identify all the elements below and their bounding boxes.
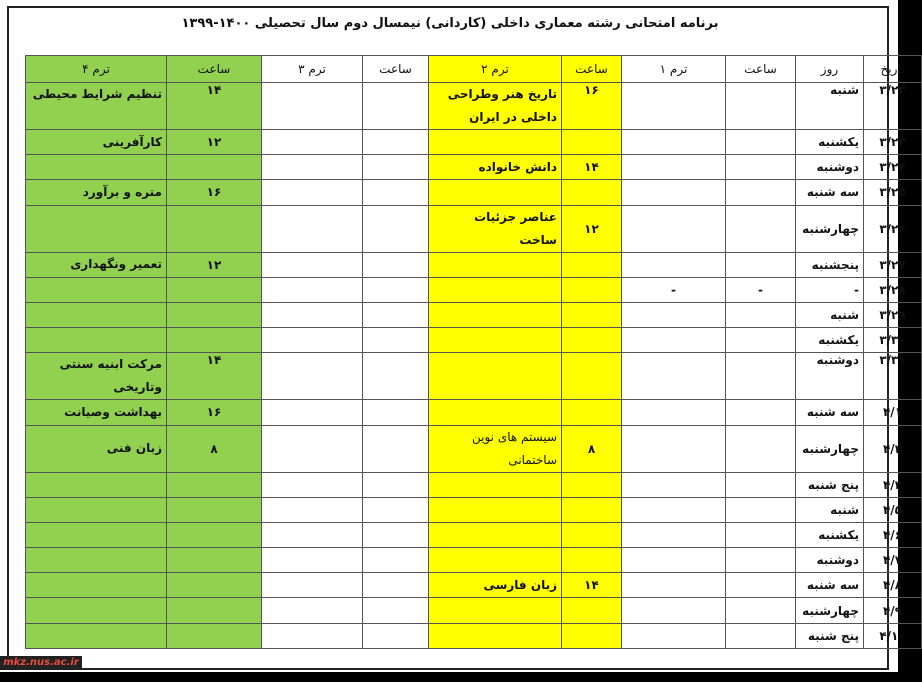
cell-term4 <box>26 623 167 648</box>
cell-hour-term4 <box>167 548 262 573</box>
cell-term1 <box>622 302 726 327</box>
cell-hour-term2 <box>562 180 622 205</box>
cell-term2 <box>429 472 562 497</box>
cell-day: یکشنبه <box>796 522 864 547</box>
cell-hour-term4 <box>167 302 262 327</box>
header-hour-term2: ساعت <box>562 56 622 83</box>
cell-day: چهارشنبه <box>796 425 864 472</box>
header-hour-term3: ساعت <box>363 56 429 83</box>
cell-term4 <box>26 522 167 547</box>
cell-hour-term1 <box>726 522 796 547</box>
table-row <box>26 180 922 205</box>
cell-term1 <box>622 522 726 547</box>
cell-term2 <box>429 497 562 522</box>
header-hour-term4: ساعت <box>167 56 262 83</box>
table-row <box>26 400 922 425</box>
table-row <box>26 83 922 130</box>
cell-term3 <box>262 548 363 573</box>
cell-term1 <box>622 252 726 277</box>
cell-hour-term4 <box>167 573 262 598</box>
cell-term2 <box>429 130 562 155</box>
cell-term1 <box>622 623 726 648</box>
cell-term3 <box>262 573 363 598</box>
cell-hour-term3 <box>363 205 429 252</box>
table-row <box>26 155 922 180</box>
cell-hour-term3 <box>363 180 429 205</box>
cell-term3 <box>262 353 363 400</box>
cell-hour-term1 <box>726 252 796 277</box>
cell-date: ۴/۹ <box>864 598 922 623</box>
cell-hour-term2 <box>562 522 622 547</box>
cell-hour-term1 <box>726 425 796 472</box>
cell-term1 <box>622 598 726 623</box>
cell-term2 <box>429 400 562 425</box>
cell-hour-term3 <box>363 83 429 130</box>
cell-day: پنج شنبه <box>796 623 864 648</box>
cell-term4 <box>26 573 167 598</box>
table-row <box>26 302 922 327</box>
cell-term3 <box>262 522 363 547</box>
header-term2: ترم ۲ <box>429 56 562 83</box>
cell-date: ۳/۲۴ <box>864 155 922 180</box>
cell-term3 <box>262 180 363 205</box>
cell-date: ۳/۲۶ <box>864 205 922 252</box>
cell-term1: - <box>622 277 726 302</box>
cell-term2 <box>429 277 562 302</box>
cell-day: چهارشنبه <box>796 598 864 623</box>
cell-hour-term4 <box>167 277 262 302</box>
cell-hour-term1: - <box>726 277 796 302</box>
cell-hour-term4 <box>167 598 262 623</box>
cell-hour-term1 <box>726 623 796 648</box>
cell-term1 <box>622 205 726 252</box>
cell-term3 <box>262 497 363 522</box>
table-row <box>26 205 922 252</box>
table-row <box>26 598 922 623</box>
table-row <box>26 130 922 155</box>
cell-term2: دانش خانواده <box>429 155 562 180</box>
cell-term1 <box>622 353 726 400</box>
header-term1: ترم ۱ <box>622 56 726 83</box>
cell-hour-term1 <box>726 155 796 180</box>
cell-term2 <box>429 328 562 353</box>
cell-date: ۳/۲۲ <box>864 83 922 130</box>
cell-day: سه شنبه <box>796 400 864 425</box>
cell-term2 <box>429 353 562 400</box>
cell-day: چهارشنبه <box>796 205 864 252</box>
cell-hour-term4: ۸ <box>167 425 262 472</box>
cell-term2 <box>429 623 562 648</box>
header-date: تاریخ <box>864 56 922 83</box>
cell-date: ۴/۷ <box>864 548 922 573</box>
table-row <box>26 573 922 598</box>
cell-day: یکشنبه <box>796 328 864 353</box>
cell-day: پنجشنبه <box>796 252 864 277</box>
table-row <box>26 425 922 472</box>
page-title: برنامه امتحانی رشته معماری داخلی (کاردانی) نیمسال دوم سال تحصیلی ۱۴۰۰-۱۳۹۹ <box>181 16 719 31</box>
cell-hour-term1 <box>726 548 796 573</box>
cell-date: ۳/۲۳ <box>864 130 922 155</box>
cell-date: ۳/۲۸ <box>864 277 922 302</box>
cell-hour-term2: ۱۴ <box>562 573 622 598</box>
cell-hour-term1 <box>726 205 796 252</box>
cell-term1 <box>622 155 726 180</box>
cell-term2 <box>429 252 562 277</box>
cell-hour-term4: ۱۶ <box>167 400 262 425</box>
cell-hour-term3 <box>363 155 429 180</box>
cell-hour-term1 <box>726 497 796 522</box>
cell-hour-term3 <box>363 548 429 573</box>
cell-date: ۴/۳ <box>864 472 922 497</box>
cell-term3 <box>262 400 363 425</box>
cell-hour-term1 <box>726 353 796 400</box>
cell-term3 <box>262 425 363 472</box>
cell-hour-term1 <box>726 400 796 425</box>
cell-hour-term2 <box>562 623 622 648</box>
exam-schedule-table <box>25 55 922 649</box>
cell-hour-term1 <box>726 180 796 205</box>
cell-hour-term3 <box>363 252 429 277</box>
cell-hour-term3 <box>363 598 429 623</box>
table-row <box>26 353 922 400</box>
cell-day: سه شنبه <box>796 573 864 598</box>
cell-day: شنبه <box>796 302 864 327</box>
cell-hour-term3 <box>363 425 429 472</box>
cell-hour-term3 <box>363 353 429 400</box>
cell-hour-term1 <box>726 130 796 155</box>
cell-hour-term4: ۱۶ <box>167 180 262 205</box>
cell-date: ۴/۸ <box>864 573 922 598</box>
cell-hour-term2 <box>562 302 622 327</box>
cell-term4: بهداشت وصیانت <box>26 400 167 425</box>
cell-term4: متره و برآورد <box>26 180 167 205</box>
cell-term2 <box>429 522 562 547</box>
cell-term1 <box>622 130 726 155</box>
cell-term2: سیستم های نوین ساختمانی <box>429 425 562 472</box>
table-row <box>26 497 922 522</box>
cell-term2: تاریخ هنر وطراحی داخلی در ایران <box>429 83 562 130</box>
cell-hour-term2 <box>562 497 622 522</box>
table-row <box>26 252 922 277</box>
cell-hour-term4 <box>167 623 262 648</box>
cell-term3 <box>262 130 363 155</box>
cell-hour-term4: ۱۲ <box>167 130 262 155</box>
cell-hour-term3 <box>363 130 429 155</box>
cell-term3 <box>262 472 363 497</box>
cell-day: دوشنبه <box>796 548 864 573</box>
cell-term3 <box>262 205 363 252</box>
cell-hour-term4 <box>167 472 262 497</box>
cell-hour-term4 <box>167 155 262 180</box>
cell-hour-term2: ۱۴ <box>562 155 622 180</box>
cell-term2 <box>429 180 562 205</box>
cell-hour-term4: ۱۴ <box>167 353 262 400</box>
cell-hour-term2 <box>562 130 622 155</box>
cell-hour-term4: ۱۲ <box>167 252 262 277</box>
cell-term4: مرکت ابنیه سنتی وتاریخی <box>26 353 167 400</box>
cell-term2 <box>429 302 562 327</box>
site-watermark: mkz.nus.ac.ir <box>0 656 82 670</box>
cell-term1 <box>622 573 726 598</box>
cell-hour-term4 <box>167 497 262 522</box>
cell-hour-term3 <box>363 277 429 302</box>
cell-day: دوشنبه <box>796 155 864 180</box>
cell-hour-term2: ۱۲ <box>562 205 622 252</box>
cell-date: ۴/۱۰ <box>864 623 922 648</box>
cell-term4: تنظیم شرایط محیطی <box>26 83 167 130</box>
table-row <box>26 277 922 302</box>
cell-date: ۴/۲ <box>864 425 922 472</box>
cell-term1 <box>622 548 726 573</box>
cell-hour-term2 <box>562 328 622 353</box>
cell-term3 <box>262 277 363 302</box>
table-row <box>26 472 922 497</box>
cell-term4 <box>26 472 167 497</box>
cell-hour-term2 <box>562 548 622 573</box>
header-term3: ترم ۳ <box>262 56 363 83</box>
cell-hour-term2: ۱۶ <box>562 83 622 130</box>
cell-term3 <box>262 302 363 327</box>
cell-hour-term2 <box>562 353 622 400</box>
cell-date: ۳/۳۱ <box>864 353 922 400</box>
cell-day: سه شنبه <box>796 180 864 205</box>
cell-hour-term2 <box>562 598 622 623</box>
cell-day: پنج شنبه <box>796 472 864 497</box>
cell-hour-term2 <box>562 252 622 277</box>
cell-date: ۴/۶ <box>864 522 922 547</box>
cell-term4: زبان فنی <box>26 425 167 472</box>
header-hour-term1: ساعت <box>726 56 796 83</box>
cell-hour-term3 <box>363 497 429 522</box>
cell-term4 <box>26 302 167 327</box>
cell-hour-term2 <box>562 472 622 497</box>
cell-hour-term3 <box>363 302 429 327</box>
header-day: روز <box>796 56 864 83</box>
cell-hour-term4 <box>167 205 262 252</box>
cell-hour-term3 <box>363 522 429 547</box>
cell-hour-term1 <box>726 573 796 598</box>
table-row <box>26 548 922 573</box>
cell-term3 <box>262 252 363 277</box>
cell-term1 <box>622 328 726 353</box>
cell-date: ۴/۱ <box>864 400 922 425</box>
cell-term4 <box>26 497 167 522</box>
cell-term3 <box>262 598 363 623</box>
cell-term2: عناصر جزئیات ساخت <box>429 205 562 252</box>
cell-term2: زبان فارسی <box>429 573 562 598</box>
cell-date: ۳/۳۰ <box>864 328 922 353</box>
table-row <box>26 522 922 547</box>
cell-term4 <box>26 277 167 302</box>
cell-day: شنبه <box>796 497 864 522</box>
cell-hour-term1 <box>726 472 796 497</box>
cell-term1 <box>622 425 726 472</box>
header-term4: ترم ۴ <box>26 56 167 83</box>
cell-term4 <box>26 548 167 573</box>
cell-day: یکشنبه <box>796 130 864 155</box>
cell-term3 <box>262 328 363 353</box>
cell-term1 <box>622 497 726 522</box>
cell-term4: تعمیر ونگهداری <box>26 252 167 277</box>
cell-hour-term1 <box>726 83 796 130</box>
cell-date: ۳/۲۹ <box>864 302 922 327</box>
cell-day: - <box>796 277 864 302</box>
table-row <box>26 623 922 648</box>
header-row <box>26 56 922 83</box>
cell-term1 <box>622 400 726 425</box>
cell-hour-term1 <box>726 328 796 353</box>
cell-term4 <box>26 328 167 353</box>
cell-day: دوشنبه <box>796 353 864 400</box>
cell-term4 <box>26 598 167 623</box>
cell-term3 <box>262 83 363 130</box>
cell-day: شنبه <box>796 83 864 130</box>
cell-date: ۴/۵ <box>864 497 922 522</box>
cell-term2 <box>429 598 562 623</box>
cell-hour-term4 <box>167 522 262 547</box>
cell-term1 <box>622 180 726 205</box>
cell-hour-term3 <box>363 623 429 648</box>
cell-hour-term3 <box>363 472 429 497</box>
cell-date: ۳/۲۷ <box>864 252 922 277</box>
cell-hour-term1 <box>726 598 796 623</box>
cell-hour-term4 <box>167 328 262 353</box>
cell-hour-term2 <box>562 400 622 425</box>
cell-date: ۳/۲۵ <box>864 180 922 205</box>
cell-term1 <box>622 472 726 497</box>
cell-hour-term2: ۸ <box>562 425 622 472</box>
cell-hour-term1 <box>726 302 796 327</box>
cell-term1 <box>622 83 726 130</box>
cell-term3 <box>262 155 363 180</box>
cell-term4 <box>26 155 167 180</box>
cell-hour-term3 <box>363 573 429 598</box>
cell-hour-term4: ۱۴ <box>167 83 262 130</box>
cell-hour-term3 <box>363 400 429 425</box>
table-row <box>26 328 922 353</box>
cell-term4 <box>26 205 167 252</box>
cell-term2 <box>429 548 562 573</box>
cell-term3 <box>262 623 363 648</box>
cell-hour-term3 <box>363 328 429 353</box>
cell-term4: کارآفرینی <box>26 130 167 155</box>
cell-hour-term2 <box>562 277 622 302</box>
